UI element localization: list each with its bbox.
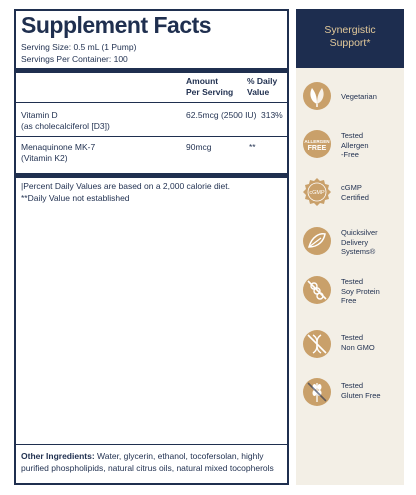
delivery-system-icon xyxy=(302,226,332,256)
cgmp-icon-text: cGMP xyxy=(309,190,325,196)
badge-label-gluten xyxy=(341,381,403,400)
allergen-icon-text-bottom: FREE xyxy=(307,145,327,152)
non-gmo-icon xyxy=(302,329,332,359)
divider-ingredients xyxy=(16,444,287,445)
supplement-facts-panel xyxy=(14,9,289,485)
badge-line: Quicksilver xyxy=(341,228,378,237)
header-dv-line1: % Daily xyxy=(247,76,278,86)
nutrient-name-line1: Vitamin D xyxy=(21,110,58,120)
badge-line: Soy Protein xyxy=(341,286,380,296)
serving-size: Serving Size: 0.5 mL (1 Pump) xyxy=(21,42,137,52)
gluten-free-icon xyxy=(302,377,332,407)
nutrient-amount-vitamin-d: 62.5mcg (2500 IU) xyxy=(186,110,257,120)
nutrient-amount-mk7: 90mcg xyxy=(186,142,212,152)
badge-line: Free xyxy=(341,296,357,305)
badge-line: Delivery xyxy=(341,237,369,247)
allergen-icon-text-top: ALLERGEN xyxy=(304,139,330,144)
badge-label-delivery xyxy=(341,228,403,257)
badge-line: Gluten Free xyxy=(341,390,381,400)
nutrient-dv-vitamin-d: 313% xyxy=(261,110,283,120)
other-ingredients xyxy=(21,451,283,474)
nutrient-name-line1: Menaquinone MK-7 xyxy=(21,142,96,152)
nutrient-name-vitamin-d xyxy=(21,110,110,132)
leaf-icon xyxy=(302,81,332,111)
panel-header xyxy=(296,9,404,68)
badge-line: Tested xyxy=(341,333,364,342)
badge-label-gmo xyxy=(341,333,403,352)
badge-line: Vegetarian xyxy=(341,92,377,101)
other-ingredients-text: Water, glycerin, ethanol, tocofersolan, highly purified phospholipids, natural citrus oils, natural mixed tocopherols xyxy=(21,451,274,473)
header-daily-value xyxy=(247,76,277,98)
badge-label-allergen xyxy=(341,131,403,160)
badge-label-cgmp xyxy=(341,183,403,202)
header-amount-line1: Amount xyxy=(186,76,219,86)
divider-thick xyxy=(16,68,287,73)
allergen-free-icon xyxy=(302,129,332,159)
badge-line: Tested xyxy=(341,381,364,390)
badge-label-soy xyxy=(341,277,403,306)
nutrient-dv-mk7: ** xyxy=(249,142,256,152)
badge-line: Systems® xyxy=(341,247,376,256)
badge-line: cGMP xyxy=(341,183,362,192)
badge-line: Non GMO xyxy=(341,342,375,352)
footnote-daily-values: |Percent Daily Values are based on a 2,000 calorie diet. xyxy=(21,181,231,191)
badge-line: Allergen xyxy=(341,140,369,150)
badge-line: -Free xyxy=(341,150,359,159)
badge-label-vegetarian xyxy=(341,92,403,102)
header-amount-line2: Per Serving xyxy=(186,87,234,97)
badge-line: Tested xyxy=(341,277,364,286)
panel-title-line2: Support* xyxy=(329,37,371,49)
panel-title-line1: Synergistic xyxy=(324,24,376,36)
other-ingredients-label: Other Ingredients: xyxy=(21,451,95,461)
header-dv-line2: Value xyxy=(247,87,270,97)
nutrient-name-mk7 xyxy=(21,142,95,164)
synergistic-support-panel xyxy=(296,9,404,485)
cgmp-seal-icon xyxy=(302,177,332,207)
footnote-not-established: **Daily Value not established xyxy=(21,193,130,203)
servings-per-container: Servings Per Container: 100 xyxy=(21,54,128,64)
nutrient-name-line2: (Vitamin K2) xyxy=(21,153,68,163)
divider-header xyxy=(16,102,287,103)
badge-line: Tested xyxy=(341,131,364,140)
facts-title: Supplement Facts xyxy=(21,12,212,38)
header-amount xyxy=(186,76,233,98)
soy-free-icon xyxy=(302,275,332,305)
divider-row xyxy=(16,136,287,137)
divider-thick xyxy=(16,173,287,178)
nutrient-name-line2: (as cholecalciferol [D3]) xyxy=(21,121,110,131)
badge-line: Certified xyxy=(341,192,369,202)
